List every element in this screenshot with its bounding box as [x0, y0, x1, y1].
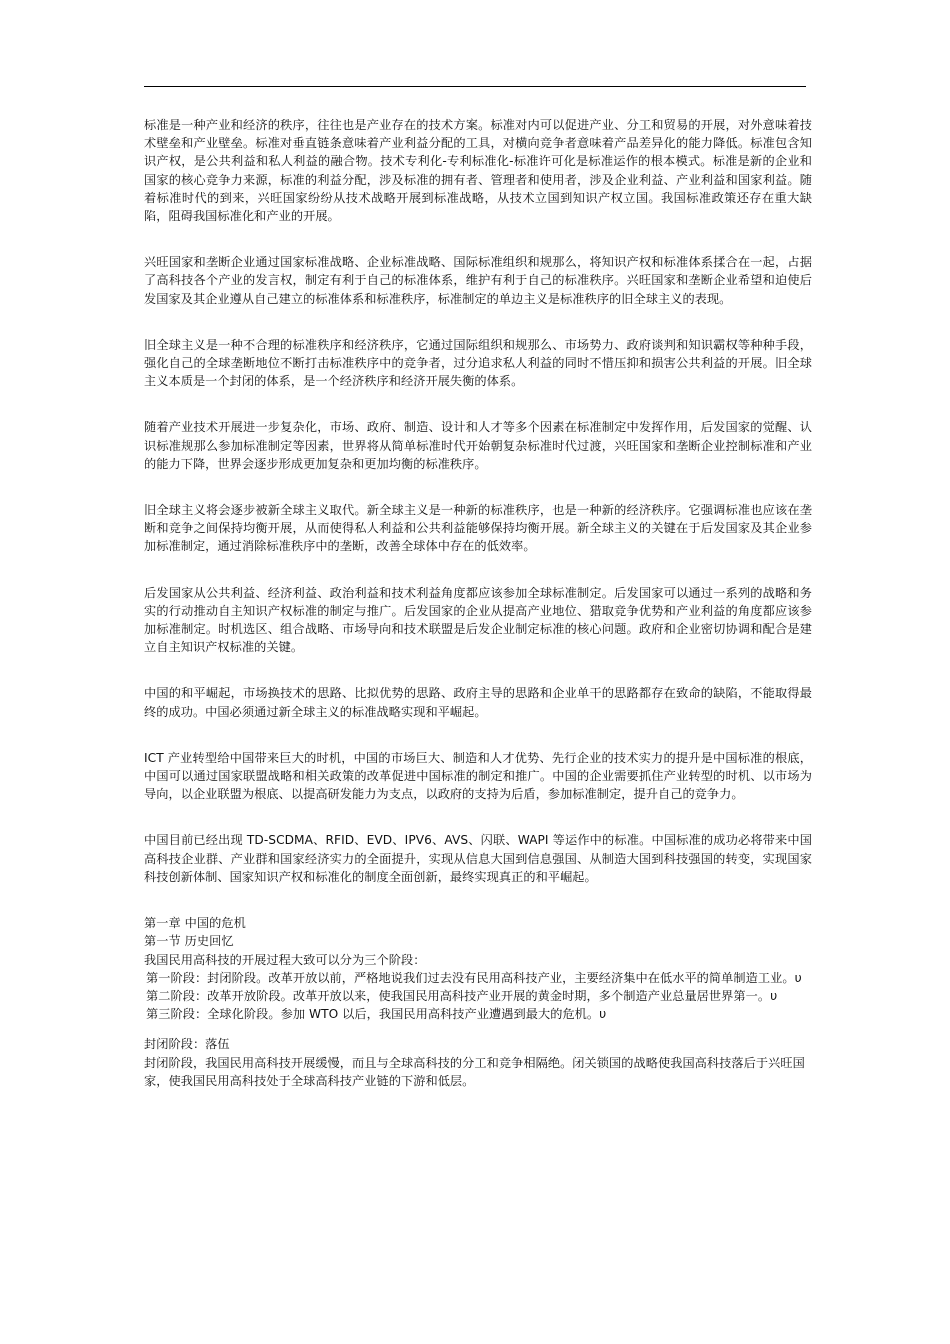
chapter-title: 第一章 中国的危机: [144, 916, 246, 931]
subheading: 封闭阶段：落伍: [144, 1037, 230, 1052]
section-title: 第一节 历史回忆: [144, 934, 234, 949]
stage-item: 第一阶段：封闭阶段。改革开放以前，严格地说我们过去没有民用高科技产业，主要经济集中在低水平的简单制造工业。υ: [146, 970, 802, 985]
header-rule: [144, 86, 806, 87]
paragraph: 旧全球主义将会逐步被新全球主义取代。新全球主义是一种新的标准秩序，也是一种新的经济秩序。它强调标准也应该在垄断和竞争之间保持均衡开展，从而使得私人利益和公共利益能够保持均衡开展。新全球主义的关键在于后发国家及其企业参加标准制定，通过消除标准秩序中的垄断，改善全球体中存在的低效率。: [144, 503, 812, 554]
paragraph: 兴旺国家和垄断企业通过国家标准战略、企业标准战略、国际标准组织和规那么，将知识产权和标准体系揉合在一起，占据了高科技各个产业的发言权，制定有利于自己的标准体系，维护有利于自己的标准秩序。兴旺国家和垄断企业希望和迫使后发国家及其企业遵从自己建立的标准体系和标准秩序，标准制定的单边主义是标准秩序的旧全球主义的表现。: [144, 255, 812, 306]
paragraph: 中国的和平崛起，市场换技术的思路、比拟优势的思路、政府主导的思路和企业单干的思路都存在致命的缺陷，不能取得最终的成功。中国必须通过新全球主义的标准战略实现和平崛起。: [144, 686, 812, 719]
spacer: [144, 1023, 812, 1035]
paragraph: ICT 产业转型给中国带来巨大的时机，中国的市场巨大、制造和人才优势、先行企业的技术实力的提升是中国标准的根底，中国可以通过国家联盟战略和相关政策的改革促进中国标准的制定和推广。中国的企业需要抓住产业转型的时机、以市场为导向，以企业联盟为根底、以提高研发能力为支点，以政府的支持为后盾，参加标准制定，提升自己的竞争力。: [144, 750, 812, 802]
paragraph: 中国目前已经出现 TD-SCDMA、RFID、EVD、IPV6、AVS、闪联、WAPI 等运作中的标准。中国标准的成功必将带来中国高科技企业群、产业群和国家经济实力的全面提升，实现从信息大国到信息强国、从制造大国到科技强国的转变，实现国家科技创新体制、国家知识产权和标准化的制度全面创新，最终实现真正的和平崛起。: [144, 833, 812, 884]
paragraph: 后发国家从公共利益、经济利益、政治利益和技术利益角度都应该参加全球标准制定。后发国家可以通过一系列的战略和务实的行动推动自主知识产权标准的制定与推广。后发国家的企业从提高产业地位、猎取竞争优势和产业利益的角度都应该参加标准制定。时机选区、组合战略、市场导向和技术联盟是后发企业制定标准的核心问题。政府和企业密切协调和配合是建立自主知识产权标准的关键。: [144, 585, 812, 655]
stage-item: 第二阶段：改革开放阶段。改革开放以来，使我国民用高科技产业开展的黄金时期，多个制造产业总量居世界第一。υ: [146, 988, 778, 1003]
final-paragraph: 封闭阶段，我国民用高科技开展缓慢，而且与全球高科技的分工和竞争相隔绝。闭关锁国的战略使我国高科技落后于兴旺国家，使我国民用高科技处于全球高科技产业链的下游和低层。: [144, 1055, 805, 1088]
stages-intro: 我国民用高科技的开展过程大致可以分为三个阶段：: [144, 952, 426, 967]
document-body: [144, 116, 812, 1090]
stage-item: 第三阶段：全球化阶段。参加 WTO 以后，我国民用高科技产业遭遇到最大的危机。υ: [146, 1007, 607, 1022]
paragraph: 标准是一种产业和经济的秩序，往往也是产业存在的技术方案。标准对内可以促进产业、分工和贸易的开展，对外意味着技术壁垒和产业壁垒。标准对垂直链条意味着产业利益分配的工具，对横向竞争者意味着产品差异化的能力降低。标准包含知识产权，是公共利益和私人利益的融合物。技术专利化-专利标准化-标准许可化是标准运作的根本模式。标准是新的企业和国家的核心竞争力来源，标准的利益分配，涉及标准的拥有者、管理者和使用者，涉及企业利益、产业利益和国家利益。随着标准时代的到来，兴旺国家纷纷从技术战略开展到标准战略，从技术立国到知识产权立国。我国标准政策还存在重大缺陷，阻碍我国标准化和产业的开展。: [144, 118, 812, 224]
paragraph: 随着产业技术开展进一步复杂化，市场、政府、制造、设计和人才等多个因素在标准制定中发挥作用，后发国家的觉醒、认识标准规那么参加标准制定等因素，世界将从简单标准时代开始朝复杂标准时代过渡，兴旺国家和垄断企业控制标准和产业的能力下降，世界会逐步形成更加复杂和更加均衡的标准秩序。: [144, 420, 812, 471]
paragraph: 旧全球主义是一种不合理的标准秩序和经济秩序，它通过国际组织和规那么、市场势力、政府谈判和知识霸权等种种手段，强化自己的全球垄断地位不断打击标准秩序中的竞争者，过分追求私人利益的同时不惜压抑和损害公共利益的开展。旧全球主义本质是一个封闭的体系，是一个经济秩序和经济开展失衡的体系。: [144, 337, 812, 389]
